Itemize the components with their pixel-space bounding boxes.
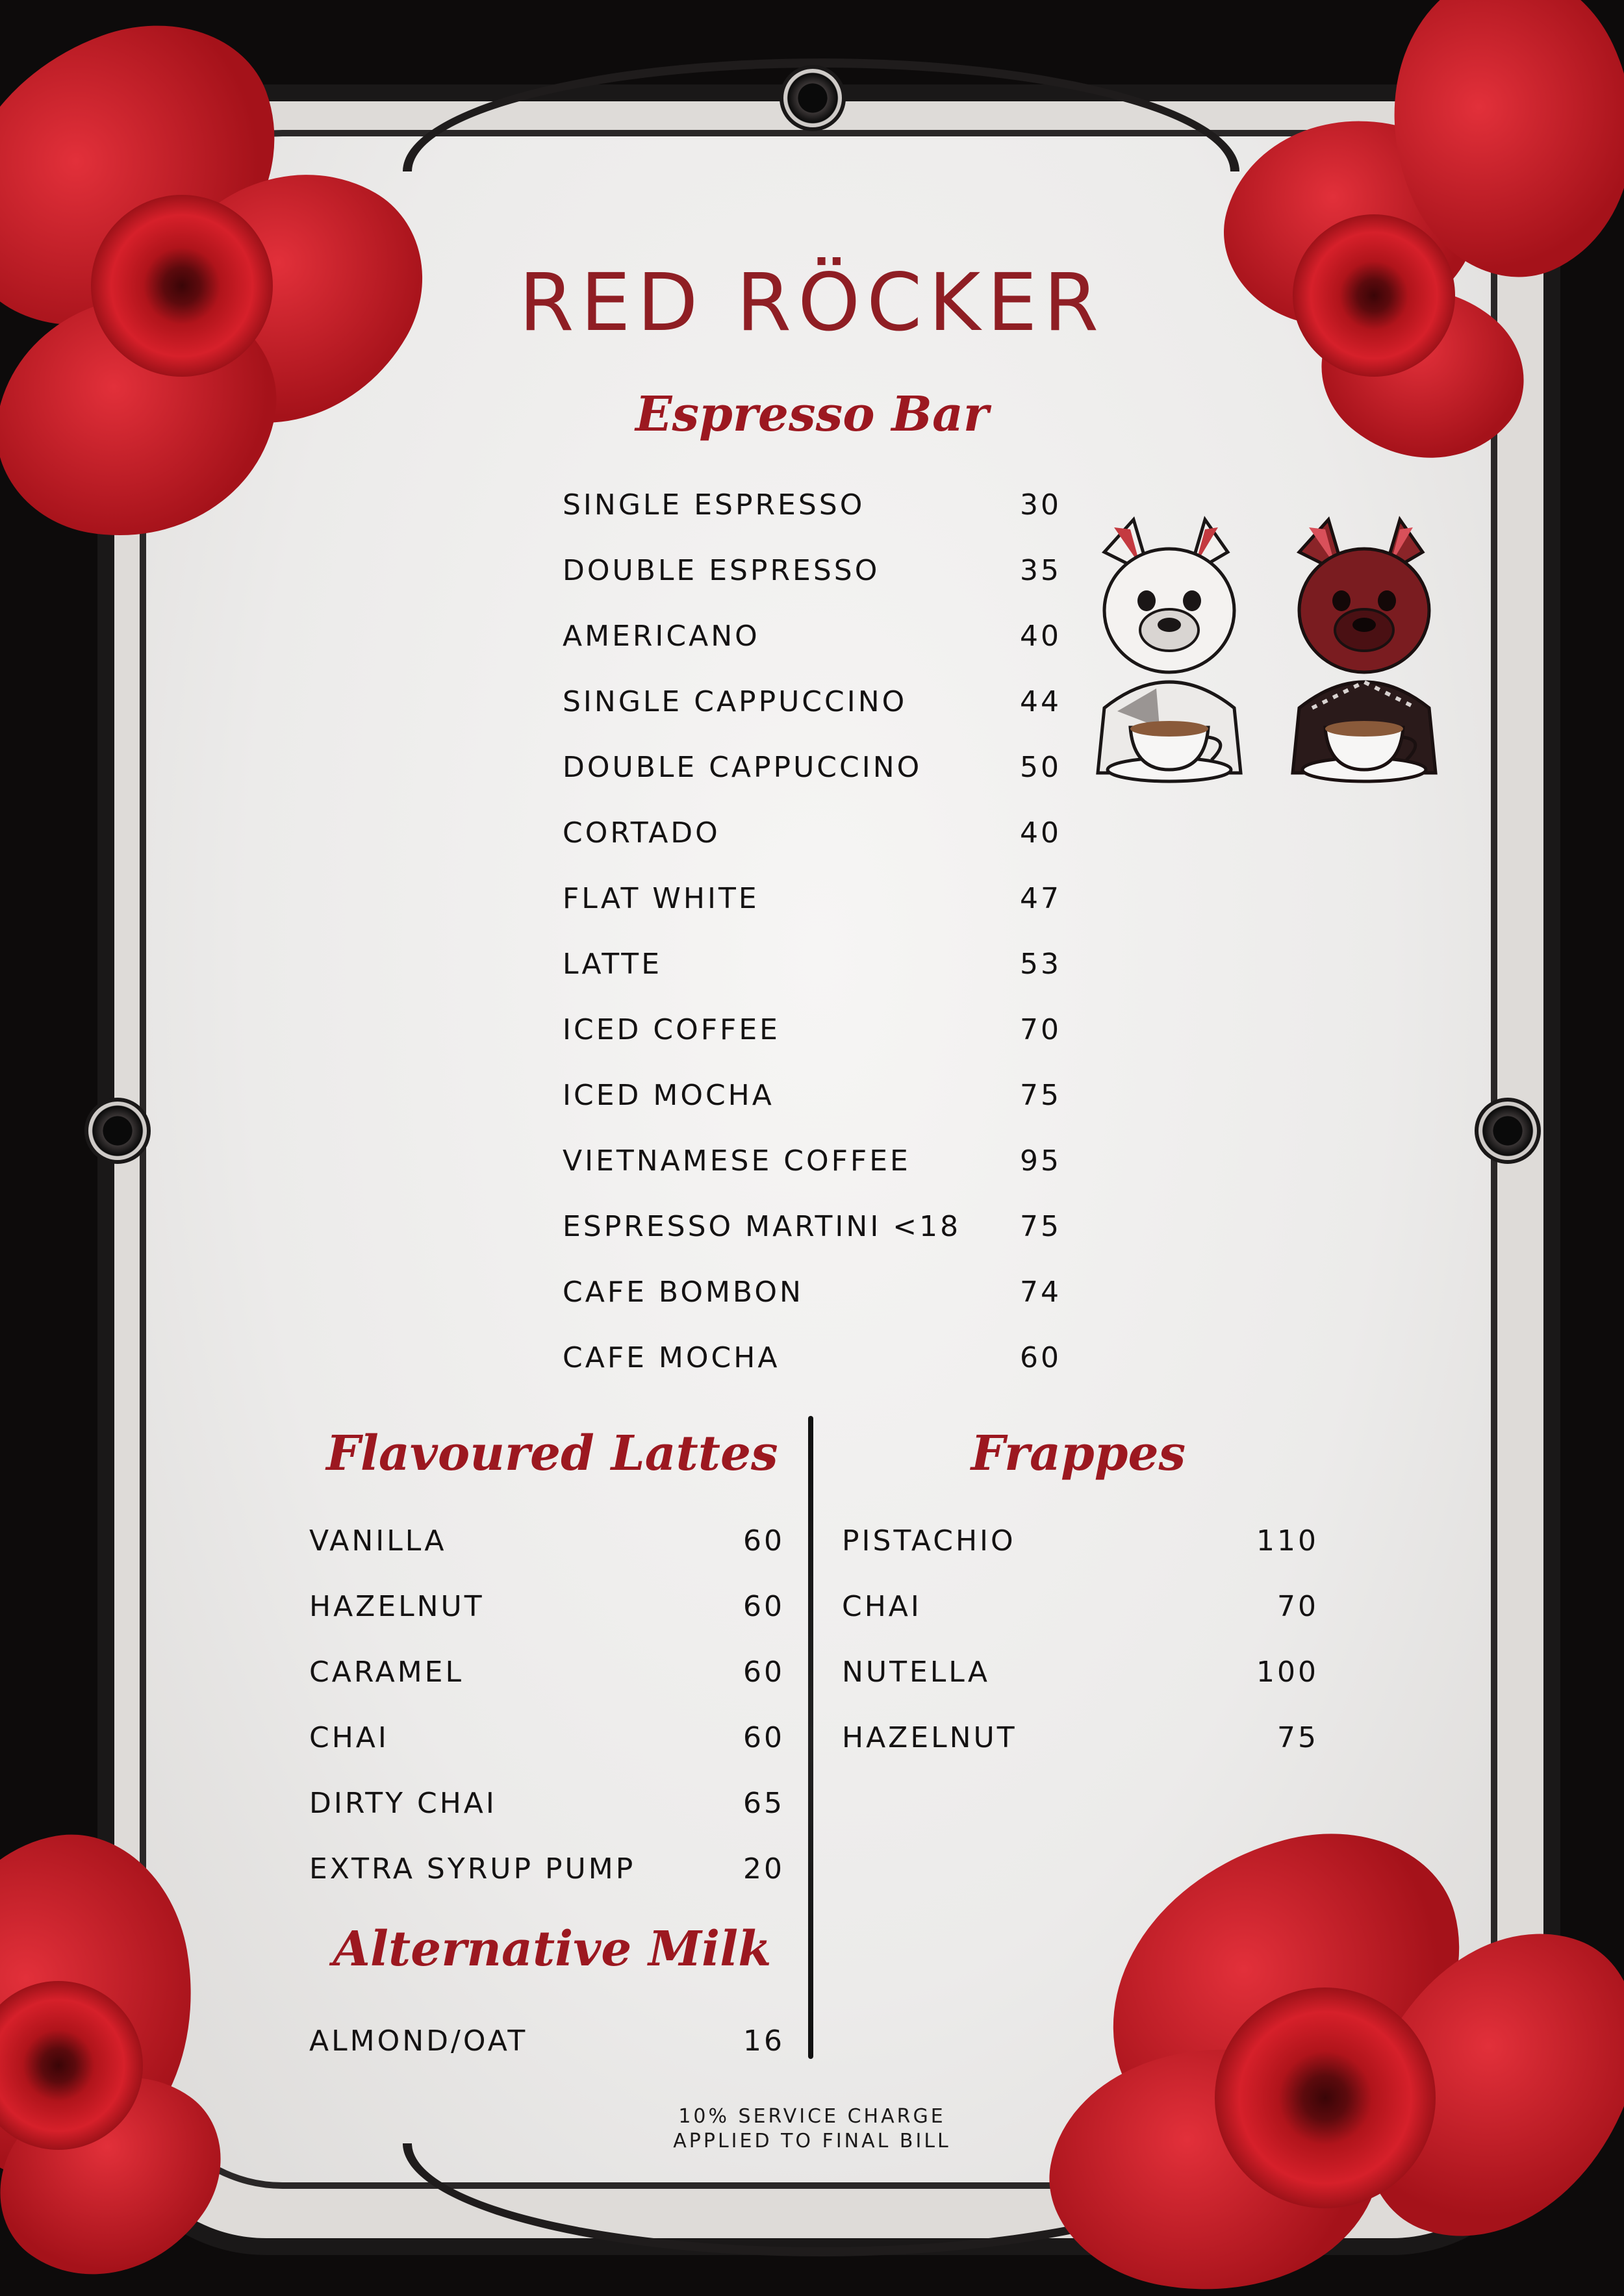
medallion-right [1475,1098,1541,1164]
menu-item-name: ESPRESSO MARTINI <18 [563,1210,961,1243]
menu-item-row [563,882,1061,915]
menu-item-price: 60 [743,1590,785,1623]
section-title-alternative-milk: Alternative Milk [333,1921,772,1977]
menu-item-name: DOUBLE ESPRESSO [563,554,880,587]
menu-item-row [563,948,1061,981]
menu-item-name: AMERICANO [563,620,760,653]
menu-item-row [309,1852,785,1886]
menu-item-name: CHAI [309,1721,389,1754]
menu-item-price: 60 [743,1656,785,1689]
menu-item-row [309,1590,785,1623]
menu-item-name: LATTE [563,948,662,981]
menu-item-price: 70 [1277,1590,1319,1623]
menu-item-row [563,1276,1061,1309]
menu-item-row [842,1524,1319,1558]
menu-item-row [309,2025,785,2058]
menu-item-row [842,1656,1319,1689]
menu-item-row [563,1210,1061,1243]
menu-item-price: 16 [743,2025,785,2058]
menu-item-price: 75 [1020,1079,1061,1112]
menu-item-price: 20 [743,1852,785,1886]
column-divider [808,1416,813,2059]
brand-title: RED RÖCKER [518,257,1106,349]
menu-item-row [563,685,1061,718]
menu-item-row [309,1524,785,1558]
menu-item-price: 44 [1020,685,1061,718]
menu-item-name: ICED COFFEE [563,1013,780,1046]
menu-item-row [563,488,1061,522]
menu-item-price: 53 [1020,948,1061,981]
menu-item-name: DIRTY CHAI [309,1787,497,1820]
service-charge-line-2: APPLIED TO FINAL BILL [673,2130,951,2152]
menu-item-name: CAFE BOMBON [563,1276,804,1309]
menu-item-row [563,620,1061,653]
menu-item-name: PISTACHIO [842,1524,1016,1558]
menu-item-name: ICED MOCHA [563,1079,774,1112]
menu-item-price: 74 [1020,1276,1061,1309]
menu-item-name: SINGLE CAPPUCCINO [563,685,907,718]
menu-item-name: VIETNAMESE COFFEE [563,1144,911,1178]
menu-item-name: CHAI [842,1590,922,1623]
menu-item-name: NUTELLA [842,1656,990,1689]
service-charge-line-1: 10% SERVICE CHARGE [678,2105,946,2128]
section-title-espresso-bar: Espresso Bar [635,386,989,442]
menu-item-row [309,1787,785,1820]
menu-item-price: 30 [1020,488,1061,522]
service-charge-note [0,2104,1624,2154]
menu-item-price: 95 [1020,1144,1061,1178]
menu-item-name: CAFE MOCHA [563,1341,780,1374]
menu-item-row [309,1656,785,1689]
menu-item-price: 40 [1020,620,1061,653]
menu-item-price: 100 [1256,1656,1319,1689]
menu-item-price: 50 [1020,751,1061,784]
medallion-left [84,1098,151,1164]
menu-item-price: 60 [743,1524,785,1558]
menu-item-row [563,1341,1061,1374]
menu-item-name: ALMOND/OAT [309,2025,528,2058]
french-bulldogs-with-coffee-icon [1078,513,1449,805]
menu-item-name: EXTRA SYRUP PUMP [309,1852,636,1886]
menu-item-name: FLAT WHITE [563,882,759,915]
menu-item-row [563,1144,1061,1178]
menu-item-price: 70 [1020,1013,1061,1046]
section-title-frappes: Frappes [971,1426,1186,1482]
menu-item-row [563,751,1061,784]
menu-item-name: HAZELNUT [309,1590,485,1623]
menu-item-price: 47 [1020,882,1061,915]
menu-item-price: 65 [743,1787,785,1820]
menu-item-row [309,1721,785,1754]
menu-item-price: 60 [1020,1341,1061,1374]
menu-item-row [842,1721,1319,1754]
menu-item-row [563,1079,1061,1112]
menu-item-price: 40 [1020,816,1061,850]
menu-item-price: 60 [743,1721,785,1754]
menu-item-name: DOUBLE CAPPUCCINO [563,751,922,784]
menu-item-price: 75 [1020,1210,1061,1243]
menu-item-name: CARAMEL [309,1656,464,1689]
menu-item-row [563,816,1061,850]
menu-item-row [563,554,1061,587]
menu-item-price: 110 [1256,1524,1319,1558]
menu-item-price: 75 [1277,1721,1319,1754]
menu-item-name: CORTADO [563,816,720,850]
menu-item-row [563,1013,1061,1046]
menu-item-name: SINGLE ESPRESSO [563,488,865,522]
menu-item-row [842,1590,1319,1623]
section-title-flavoured-lattes: Flavoured Lattes [326,1426,778,1482]
menu-item-name: HAZELNUT [842,1721,1017,1754]
menu-item-name: VANILLA [309,1524,447,1558]
menu-item-price: 35 [1020,554,1061,587]
medallion-top [780,65,846,131]
